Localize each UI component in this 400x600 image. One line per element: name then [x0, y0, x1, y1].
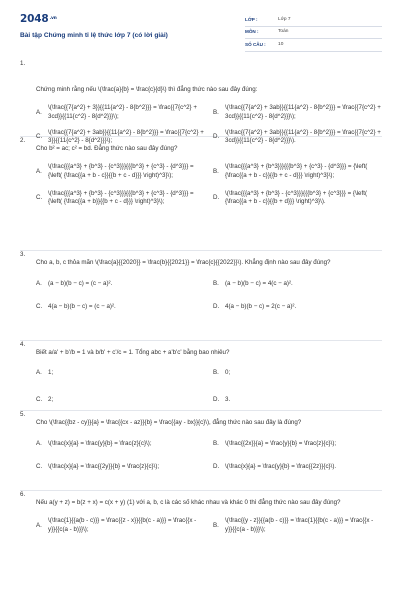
option-letter: A.	[36, 280, 42, 288]
info-row-class	[245, 14, 382, 27]
option-letter: A.	[36, 108, 42, 116]
answer-options	[20, 163, 382, 206]
document-title: Bài tập Chứng minh tỉ lệ thức lớp 7 (có lời giải)	[20, 32, 168, 40]
answer-options	[20, 369, 382, 404]
question-6	[20, 491, 382, 561]
question-stem: Nếu a(y + z) = b(z + x) = c(x + y) (1) với a, b, c là các số khác nhau và khác 0 thì đẳng thức nào sau đây đúng?	[36, 499, 341, 506]
option-text: \(\frac{{{a^3} + {b^3} - {c^3}}}{{{b^3} + {c^3} - {d^3}}} = {\left( {\frac{{a + b - c}}{{b + c - d}}} \right)^3}\);	[48, 163, 194, 179]
answer-option-b[interactable]	[213, 280, 382, 288]
answer-option-a[interactable]	[36, 517, 205, 534]
question-number: 5.	[20, 411, 26, 418]
question-stem: Cho \(\frac{{bz - cy}}{a} = \frac{{cx - az}}{b} = \frac{{ay - bx}}{c}\), đẳng thức nào sau đây là đúng?	[36, 419, 302, 426]
option-text: \(\frac{{7{a^2} + 3ab}}{{11{a^2} - 8{b^2}}} = \frac{{7{c^2} + 3}}{{11{c^2} - 8{d^2}}}\);	[48, 129, 204, 145]
option-text: \(\frac{{2x}}{a} = \frac{y}{b} = \frac{z}{c}\);	[225, 440, 337, 448]
question-number: 2.	[20, 137, 26, 144]
answer-option-d[interactable]	[213, 396, 382, 404]
option-text: \(\frac{x}{a} = \frac{y}{b} = \frac{z}{c}\);	[48, 440, 152, 448]
option-letter: D.	[213, 395, 220, 403]
info-row-count	[245, 39, 382, 52]
answer-option-a[interactable]	[36, 440, 205, 448]
answer-option-a[interactable]	[36, 280, 205, 288]
option-text: \(\frac{{7{a^2} + 3ab}}{{11{a^2} - 8{b^2}}} = \frac{{7{c^2} + 3cd}}{{11{c^2} - 8{d^2}}}\);	[225, 104, 381, 120]
answer-option-a[interactable]	[36, 369, 205, 377]
option-text: \(\frac{x}{a} = \frac{y}{b} = \frac{{2z}}{c}\).	[225, 462, 337, 470]
answer-option-d[interactable]	[213, 463, 382, 471]
question-number: 1.	[20, 60, 26, 67]
answer-option-c[interactable]	[36, 463, 205, 471]
option-text: \(\frac{{7{a^2} + 3ab}}{{11{a^2} - 8{b^2}}} = \frac{{7{c^2} + 3cd}}{{11{c^2} - 8{d^2}}}\).	[225, 129, 381, 145]
question-stem: Biết a/a' + b'/b = 1 và b/b' + c'/c = 1. Tổng abc + a'b'c' bằng bao nhiêu?	[36, 349, 230, 356]
option-text: \(\frac{1}{{a(b - c)}} = \frac{{z - x}}{{b(c - a)}} = \frac{{x - y}}{{c(a - b)}}\);	[48, 517, 197, 533]
header-left	[20, 12, 245, 41]
question-stem: Cho b² = ac; c² = bd. Đẳng thức nào sau đây đúng?	[36, 145, 178, 152]
answer-option-a[interactable]	[36, 104, 205, 121]
option-text: 3.	[225, 395, 231, 403]
answer-option-b[interactable]	[213, 163, 382, 180]
answer-option-b[interactable]	[213, 440, 382, 448]
answer-option-c[interactable]	[36, 190, 205, 207]
info-value: Lớp 7	[278, 16, 291, 22]
option-text: 1;	[48, 369, 54, 377]
page-header	[20, 12, 382, 60]
option-letter: C.	[36, 302, 43, 310]
logo-tld: .vn	[49, 15, 57, 21]
question-4	[20, 341, 382, 411]
option-letter: B.	[213, 108, 219, 116]
option-letter: D.	[213, 194, 220, 202]
option-letter: C.	[36, 194, 43, 202]
option-letter: C.	[36, 395, 43, 403]
info-key: SỐ CÂU :	[245, 41, 266, 47]
option-text: (a − b)(b − c) = (c − a)².	[48, 280, 113, 288]
info-value: Toán	[278, 29, 289, 35]
option-letter: A.	[36, 521, 42, 529]
option-letter: C.	[36, 133, 43, 141]
answer-option-c[interactable]	[36, 396, 205, 404]
answer-option-b[interactable]	[213, 104, 382, 121]
option-text: \(\frac{{{a^3} + {b^3} - {c^3}}}{{{b^3} + {c^3} - {d^3}}} = {\left( {\frac{{a + b}}{{b + c - d}}} \right)^3}\);	[48, 190, 194, 206]
answer-options	[20, 517, 382, 534]
question-stem: Chứng minh rằng nếu \(\frac{a}{b} = \frac{c}{d}\) thì đẳng thức nào sau đây đúng:	[36, 86, 258, 93]
option-text: 0;	[225, 369, 231, 377]
answer-option-b[interactable]	[213, 369, 382, 377]
info-panel	[245, 14, 382, 52]
info-row-subject	[245, 27, 382, 40]
option-letter: C.	[36, 462, 43, 470]
option-text: (a − b)(b − c) = 4(c − a)².	[225, 280, 293, 288]
answer-options	[20, 280, 382, 311]
answer-option-c[interactable]	[36, 303, 205, 311]
site-logo[interactable]	[20, 12, 245, 26]
option-letter: B.	[213, 521, 219, 529]
option-letter: D.	[213, 133, 220, 141]
option-text: \(\frac{{{a^3} + {b^3} - {c^3}}}{{{b^3} + {c^3}}} = {\left( {\frac{{a + b - c}}{{b + d}}} \right)^3}\).	[225, 190, 367, 206]
answer-option-b[interactable]	[213, 517, 382, 534]
question-2	[20, 137, 382, 251]
option-letter: B.	[213, 369, 219, 377]
answer-option-d[interactable]	[213, 190, 382, 207]
option-letter: A.	[36, 369, 42, 377]
option-text: \(\frac{x}{a} = \frac{{2y}}{b} = \frac{z}{c}\);	[48, 462, 160, 470]
option-text: 2;	[48, 395, 54, 403]
option-letter: A.	[36, 167, 42, 175]
question-number: 4.	[20, 341, 26, 348]
info-key: MÔN :	[245, 29, 259, 35]
option-text: \(\frac{{{a^3} + {b^3}}}{{{b^3} + {c^3} - {d^3}}} = {\left( {\frac{{a + b - c}}{{b + c - d}}} \right)^3}\);	[225, 163, 368, 179]
answer-options	[20, 440, 382, 471]
answer-option-d[interactable]	[213, 303, 382, 311]
option-text: 4(a − b)(b − c) = 2(c − a)².	[225, 302, 297, 310]
question-number: 3.	[20, 251, 26, 258]
logo-text: 2048	[20, 13, 49, 25]
option-text: 4(a − b)(b − c) = (c − a)².	[48, 302, 116, 310]
question-3	[20, 251, 382, 341]
info-key: LỚP :	[245, 16, 258, 22]
option-text: \(\frac{{y - z}}{{a(b - c)}} = \frac{1}{{b(c - a)}} = \frac{{x - y}}{{c(a - b)}}\);	[225, 517, 374, 533]
info-value: 10	[278, 41, 284, 47]
question-1	[20, 60, 382, 145]
option-letter: B.	[213, 280, 219, 288]
option-letter: B.	[213, 440, 219, 448]
question-number: 6.	[20, 491, 26, 498]
option-text: \(\frac{{7{a^2} + 3}}{{11{a^2} - 8{b^2}}} = \frac{{7{c^2} + 3cd}}{{11{c^2} - 8{d^2}}}\);	[48, 104, 197, 120]
option-letter: D.	[213, 462, 220, 470]
question-stem: Cho a, b, c thỏa mãn \(\frac{a}{{2020}} = \frac{b}{{2021}} = \frac{c}{{2022}}\). Khẳng định nào sau đây đúng?	[36, 259, 331, 266]
option-letter: D.	[213, 302, 220, 310]
answer-option-a[interactable]	[36, 163, 205, 180]
option-letter: A.	[36, 440, 42, 448]
option-letter: B.	[213, 167, 219, 175]
question-5	[20, 411, 382, 491]
